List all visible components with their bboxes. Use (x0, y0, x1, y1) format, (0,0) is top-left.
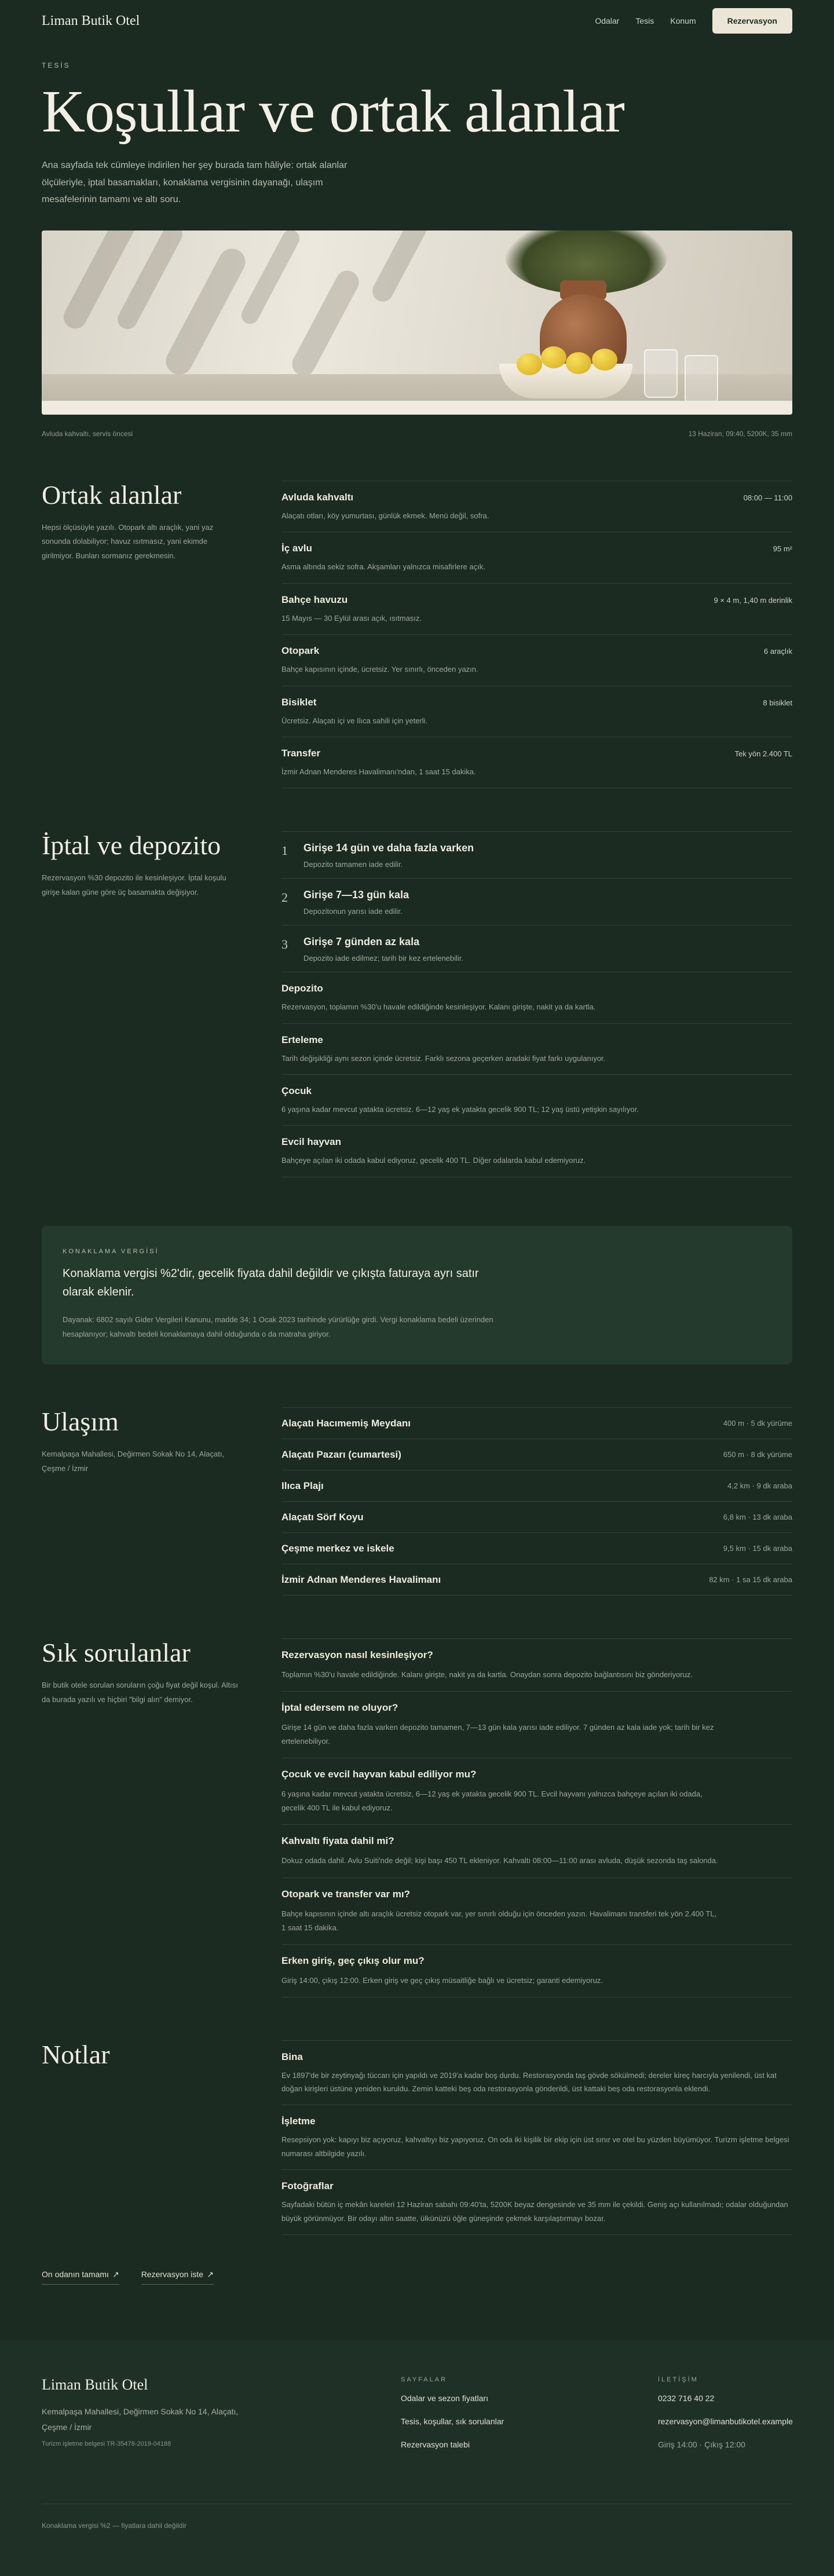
footer-link-facility[interactable]: Tesis, koşullar, sık sorulanlar (401, 2417, 504, 2427)
item-desc: Tarih değişikliği aynı sezon içinde ücretsiz. Farklı sezona geçerken aradaki fiyat farkı uygulanıyor. (281, 1053, 606, 1063)
footer-phone[interactable]: 0232 716 40 22 (658, 2394, 715, 2403)
step-title: Girişe 7 günden az kala (303, 936, 420, 948)
faq-question[interactable]: İptal edersem ne oluyor? (281, 1702, 398, 1714)
photo-caption-right: 13 Haziran, 09:40, 5200K, 35 mm (688, 429, 792, 438)
place-distance: 82 km · 1 sa 15 dk araba (709, 1575, 792, 1585)
reservation-button[interactable]: Rezervasyon (712, 8, 792, 34)
faq-answer: Dokuz odada dahil. Avlu Suiti'nde değil; kişi başı 450 TL ekleniyor. Kahvaltı 08:00—11:00 arası avluda, düşük sezonda taş salonda. (281, 1856, 718, 1865)
item-value: 95 m² (773, 544, 792, 554)
place-distance: 6,8 km · 13 dk araba (723, 1513, 792, 1522)
nav-tesis[interactable]: Tesis (635, 16, 654, 25)
hero-lead: Ana sayfada tek cümleye indirilen her şey burada tam hâliyle: ortak alanlar ölçüleriyle, iptal basamakları, konaklama vergisinin dayanağı, ulaşım mesafelerinin tamamı ve altı soru. (42, 160, 348, 205)
transport-section (42, 1364, 792, 1596)
brand-logo[interactable]: Liman Butik Otel (42, 13, 140, 28)
note-title: Fotoğraflar (281, 2180, 334, 2192)
list-item (281, 686, 792, 737)
faq-item[interactable] (281, 1692, 792, 1758)
footer-address: Kemalpaşa Mahallesi, Değirmen Sokak No 14, Alaçatı, Çeşme / İzmir (42, 2407, 239, 2432)
list-item (281, 1024, 792, 1075)
accommodation-tax-box (42, 1226, 792, 1364)
nav-konum[interactable]: Konum (670, 16, 696, 25)
faq-item[interactable] (281, 1758, 792, 1825)
note-title: Bina (281, 2051, 303, 2062)
item-desc: Ücretsiz. Alaçatı içi ve Ilıca sahili için yeterli. (281, 716, 428, 725)
courtyard-breakfast-photo (42, 230, 792, 415)
hero-eyebrow: TESİS (42, 61, 71, 69)
item-value: 6 araçlık (763, 647, 792, 656)
place-distance: 9,5 km · 15 dk araba (723, 1544, 792, 1553)
item-title: Depozito (281, 983, 323, 994)
tax-headline: Konaklama vergisi %2'dir, gecelik fiyata dahil değildir ve çıkışta faturaya ayrı satır olarak eklenir. (63, 1267, 479, 1298)
cancellation-step (281, 879, 792, 925)
distance-row (281, 1439, 792, 1470)
item-desc: Bahçeye açılan iki odada kabul ediyoruz, gecelik 400 TL. Diğer odalarda kabul edemiyoruz. (281, 1156, 586, 1165)
list-item (281, 635, 792, 686)
faq-section (42, 1596, 792, 1997)
place-distance: 400 m · 5 dk yürüme (723, 1419, 792, 1428)
distance-row (281, 1564, 792, 1596)
list-item (281, 2105, 792, 2170)
footer-contact (658, 2376, 793, 2463)
faq-answer: Giriş 14:00, çıkış 12:00. Erken giriş ve geç çıkış müsaitliğe bağlı ve ücretsiz; garanti edemiyoruz. (281, 1975, 603, 1985)
step-desc: Depozito tamamen iade edilir. (303, 860, 403, 869)
faq-question[interactable]: Erken giriş, geç çıkış olur mu? (281, 1955, 425, 1966)
site-footer (0, 2340, 834, 2576)
nav-odalar[interactable]: Odalar (595, 16, 620, 25)
footer-license: Turizm işletme belgesi TR-35478-2019-04188 (42, 2440, 171, 2448)
hero (42, 42, 792, 208)
item-title: Erteleme (281, 1034, 323, 1045)
faq-question[interactable]: Rezervasyon nasıl kesinleşiyor? (281, 1649, 433, 1661)
item-desc: 6 yaşına kadar mevcut yatakta ücretsiz. 6—12 yaş ek yatakta gecelik 900 TL; 12 yaş üstü yetişkin sayılıyor. (281, 1105, 639, 1114)
cancellation-title: İptal ve depozito (42, 830, 221, 861)
common-areas-intro: Hepsi ölçüsüyle yazılı. Otopark altı araçlık, yani yaz sonunda dolabiliyor; havuz ısıtmasız, yani ekimde girilmiyor. Bunları sormanız gerekmesin. (42, 522, 214, 560)
list-item (281, 1126, 792, 1177)
list-item (281, 972, 792, 1023)
transport-title: Ulaşım (42, 1407, 119, 1437)
arrow-up-right-icon: ↗ (112, 2270, 119, 2279)
footer-link-rooms[interactable]: Odalar ve sezon fiyatları (401, 2394, 488, 2403)
distance-row (281, 1470, 792, 1502)
item-value: Tek yön 2.400 TL (734, 749, 792, 758)
place-name: Alaçatı Sörf Koyu (281, 1511, 364, 1523)
page-title: Koşullar ve ortak alanlar (42, 78, 624, 145)
faq-question[interactable]: Kahvaltı fiyata dahil mi? (281, 1835, 394, 1847)
faq-answer: 6 yaşına kadar mevcut yatakta ücretsiz, 6—12 yaş ek yatakta gecelik 900 TL. Evcil hayvanı yalnızca bahçeye açılan iki odada, gecelik 400 TL ile kabul ediyoruz. (281, 1790, 703, 1813)
main-content (0, 42, 834, 2285)
faq-intro: Bir butik otele sorulan soruların çoğu fiyat değil koşul. Altısı da burada yazılı ve hiçbiri "bilgi alın" demiyor. (42, 1680, 238, 1704)
step-number: 3 (281, 937, 288, 952)
step-desc: Depozito iade edilmez; tarih bir kez ertelenebilir. (303, 954, 464, 963)
all-rooms-link[interactable] (42, 2270, 119, 2285)
place-distance: 650 m · 8 dk yürüme (723, 1450, 792, 1459)
faq-item[interactable] (281, 1945, 792, 1997)
step-title: Girişe 14 gün ve daha fazla varken (303, 842, 474, 854)
item-title: Bisiklet (281, 696, 317, 708)
transport-address: Kemalpaşa Mahallesi, Değirmen Sokak No 14, Alaçatı, Çeşme / İzmir (42, 1449, 225, 1473)
list-item (281, 737, 792, 788)
page-links (42, 2235, 792, 2285)
tax-eyebrow: KONAKLAMA VERGİSİ (63, 1247, 159, 1255)
main-nav (595, 8, 792, 34)
cancellation-section (42, 788, 792, 1177)
item-desc: Asma altında sekiz sofra. Akşamları yalnızca misafirlere açık. (281, 562, 485, 572)
place-name: Alaçatı Pazarı (cumartesi) (281, 1448, 401, 1460)
note-desc: Resepsiyon yok: kapıyı biz açıyoruz, kahvaltıyı biz yapıyoruz. On oda iki kişilik bir ekip için üst sınır ve otel bu yüzden büyümüyor. Turizm işletme belgesi numarası altbilgide yazılı. (281, 2135, 789, 2158)
footer-pages (401, 2376, 658, 2463)
item-desc: İzmir Adnan Menderes Havalimanı'ndan, 1 saat 15 dakika. (281, 767, 476, 776)
item-title: Evcil hayvan (281, 1136, 342, 1148)
notes-section (42, 1997, 792, 2235)
note-desc: Sayfadaki bütün iç mekân kareleri 12 Haziran sabahı 09:40'ta, 5200K beyaz dengesinde ve 35 mm ile çekildi. Geniş açı kullanılmadı; odalar olduğundan büyük görünmüyor. Bir odayı altın saatte, ülkünüzü öğle güneşinde çekmek karşılaştırmayı bozar. (281, 2200, 788, 2223)
item-value: 8 bisiklet (763, 698, 792, 707)
faq-list (281, 1638, 792, 1997)
distance-row (281, 1533, 792, 1564)
faq-answer: Toplamın %30'u havale edildiğinde. Kalanı girişte, nakit ya da kartla. Onaydan sonra depozito bağlantısını biz gönderiyoruz. (281, 1670, 693, 1679)
faq-answer: Girişe 14 gün ve daha fazla varken depozito tamamen, 7—13 gün kala yarısı iade ediliyor. 7 günden az kala iade yok; tarih bir kez ertelenebiliyor. (281, 1723, 714, 1746)
item-title: Bahçe havuzu (281, 594, 348, 605)
item-desc: Bahçe kapısının içinde, ücretsiz. Yer sınırlı, önceden yazın. (281, 665, 478, 674)
faq-question[interactable]: Otopark ve transfer var mı? (281, 1888, 411, 1900)
step-title: Girişe 7—13 gün kala (303, 889, 409, 901)
common-areas-list (281, 481, 792, 788)
faq-item[interactable] (281, 1878, 792, 1945)
footer-email[interactable]: rezervasyon@limanbutikotel.example (658, 2417, 793, 2427)
list-item (281, 584, 792, 635)
photo-caption (42, 430, 792, 438)
tax-body: Dayanak: 6802 sayılı Gider Vergileri Kanunu, madde 34; 1 Ocak 2023 tarihinde yürürlüğe girdi. Vergi konaklama bedeli üzerinden hesaplanıyor; kahvaltı bedeli konaklamaya dahil olduğunda o da matraha giriyor. (63, 1315, 493, 1338)
place-name: Ilıca Plajı (281, 1480, 324, 1491)
item-desc: Rezervasyon, toplamın %30'u havale edildiğinde kesinleşiyor. Kalanı girişte, nakit ya da kartla. (281, 1002, 596, 1012)
item-desc: 15 Mayıs — 30 Eylül arası açık, ısıtmasız. (281, 613, 422, 623)
footer-link-reservation[interactable]: Rezervasyon talebi (401, 2440, 470, 2450)
faq-question[interactable]: Çocuk ve evcil hayvan kabul ediliyor mu? (281, 1769, 477, 1780)
list-item (281, 532, 792, 583)
faq-item[interactable] (281, 1825, 792, 1878)
item-value: 9 × 4 m, 1,40 m derinlik (714, 595, 792, 605)
request-reservation-link[interactable] (141, 2270, 214, 2285)
step-number: 1 (281, 843, 288, 858)
place-name: İzmir Adnan Menderes Havalimanı (281, 1574, 441, 1585)
item-value: 08:00 — 11:00 (743, 493, 792, 502)
item-title: Otopark (281, 645, 320, 657)
faq-title: Sık sorulanlar (42, 1638, 191, 1668)
faq-answer: Bahçe kapısının içinde altı araçlık ücretsiz otopark var, yer sınırlı olduğu için önceden yazın. Havalimanı transferi tek yön 2.400 TL, 1 saat 15 dakika. (281, 1909, 717, 1932)
distance-row (281, 1408, 792, 1439)
item-title: İç avlu (281, 543, 312, 554)
place-distance: 4,2 km · 9 dk araba (727, 1481, 792, 1491)
distance-list (281, 1407, 792, 1596)
note-title: İşletme (281, 2116, 316, 2127)
cancellation-step (281, 832, 792, 879)
common-areas-section (42, 438, 792, 788)
list-item (281, 2170, 792, 2235)
footer-tax-note: Konaklama vergisi %2 — fiyatlara dahil değildir (42, 2504, 792, 2530)
all-rooms-link-label: On odanın tamamı (42, 2270, 109, 2279)
footer-contact-title: İLETİŞİM (658, 2376, 698, 2384)
footer-hours: Giriş 14:00 · Çıkış 12:00 (658, 2440, 745, 2450)
distance-row (281, 1502, 792, 1533)
common-areas-title: Ortak alanlar (42, 480, 182, 510)
cancellation-intro: Rezervasyon %30 depozito ile kesinleşiyor. İptal koşulu girişe kalan güne göre üç basamakta değişiyor. (42, 873, 226, 897)
item-desc: Alaçatı otları, köy yumurtası, günlük ekmek. Menü değil, sofra. (281, 511, 489, 520)
item-title: Transfer (281, 747, 321, 759)
list-item (281, 481, 792, 532)
footer-pages-title: SAYFALAR (401, 2376, 448, 2384)
place-name: Çeşme merkez ve iskele (281, 1542, 394, 1554)
item-title: Avluda kahvaltı (281, 491, 354, 503)
note-desc: Ev 1897'de bir zeytinyağı tüccarı için yapıldı ve 2019'a kadar boş durdu. Restorasyonda taş gövde sökülmedi; dereler kireç harcıyla yenilendi, üst kat doğan kirişleri üstüne yeniden kuruldu. Zemin katteki beş oda restorasyonla gönderildi, üst kattaki beş oda restorasyonla eklendi. (281, 2070, 777, 2094)
notes-title: Notlar (42, 2039, 110, 2069)
place-name: Alaçatı Hacımemiş Meydanı (281, 1417, 411, 1429)
photo-caption-left: Avluda kahvaltı, servis öncesi (42, 429, 133, 438)
footer-brand: Liman Butik Otel (42, 2376, 148, 2394)
list-item (281, 2041, 792, 2106)
item-title: Çocuk (281, 1085, 312, 1097)
cancellation-list (281, 831, 792, 1177)
notes-list (281, 2040, 792, 2235)
step-desc: Depozitonun yarısı iade edilir. (303, 907, 403, 916)
site-header (0, 0, 834, 42)
cancellation-step (281, 925, 792, 972)
step-number: 2 (281, 890, 288, 905)
faq-item[interactable] (281, 1639, 792, 1692)
list-item (281, 1075, 792, 1126)
arrow-up-right-icon: ↗ (207, 2270, 214, 2279)
request-reservation-link-label: Rezervasyon iste (141, 2270, 204, 2279)
